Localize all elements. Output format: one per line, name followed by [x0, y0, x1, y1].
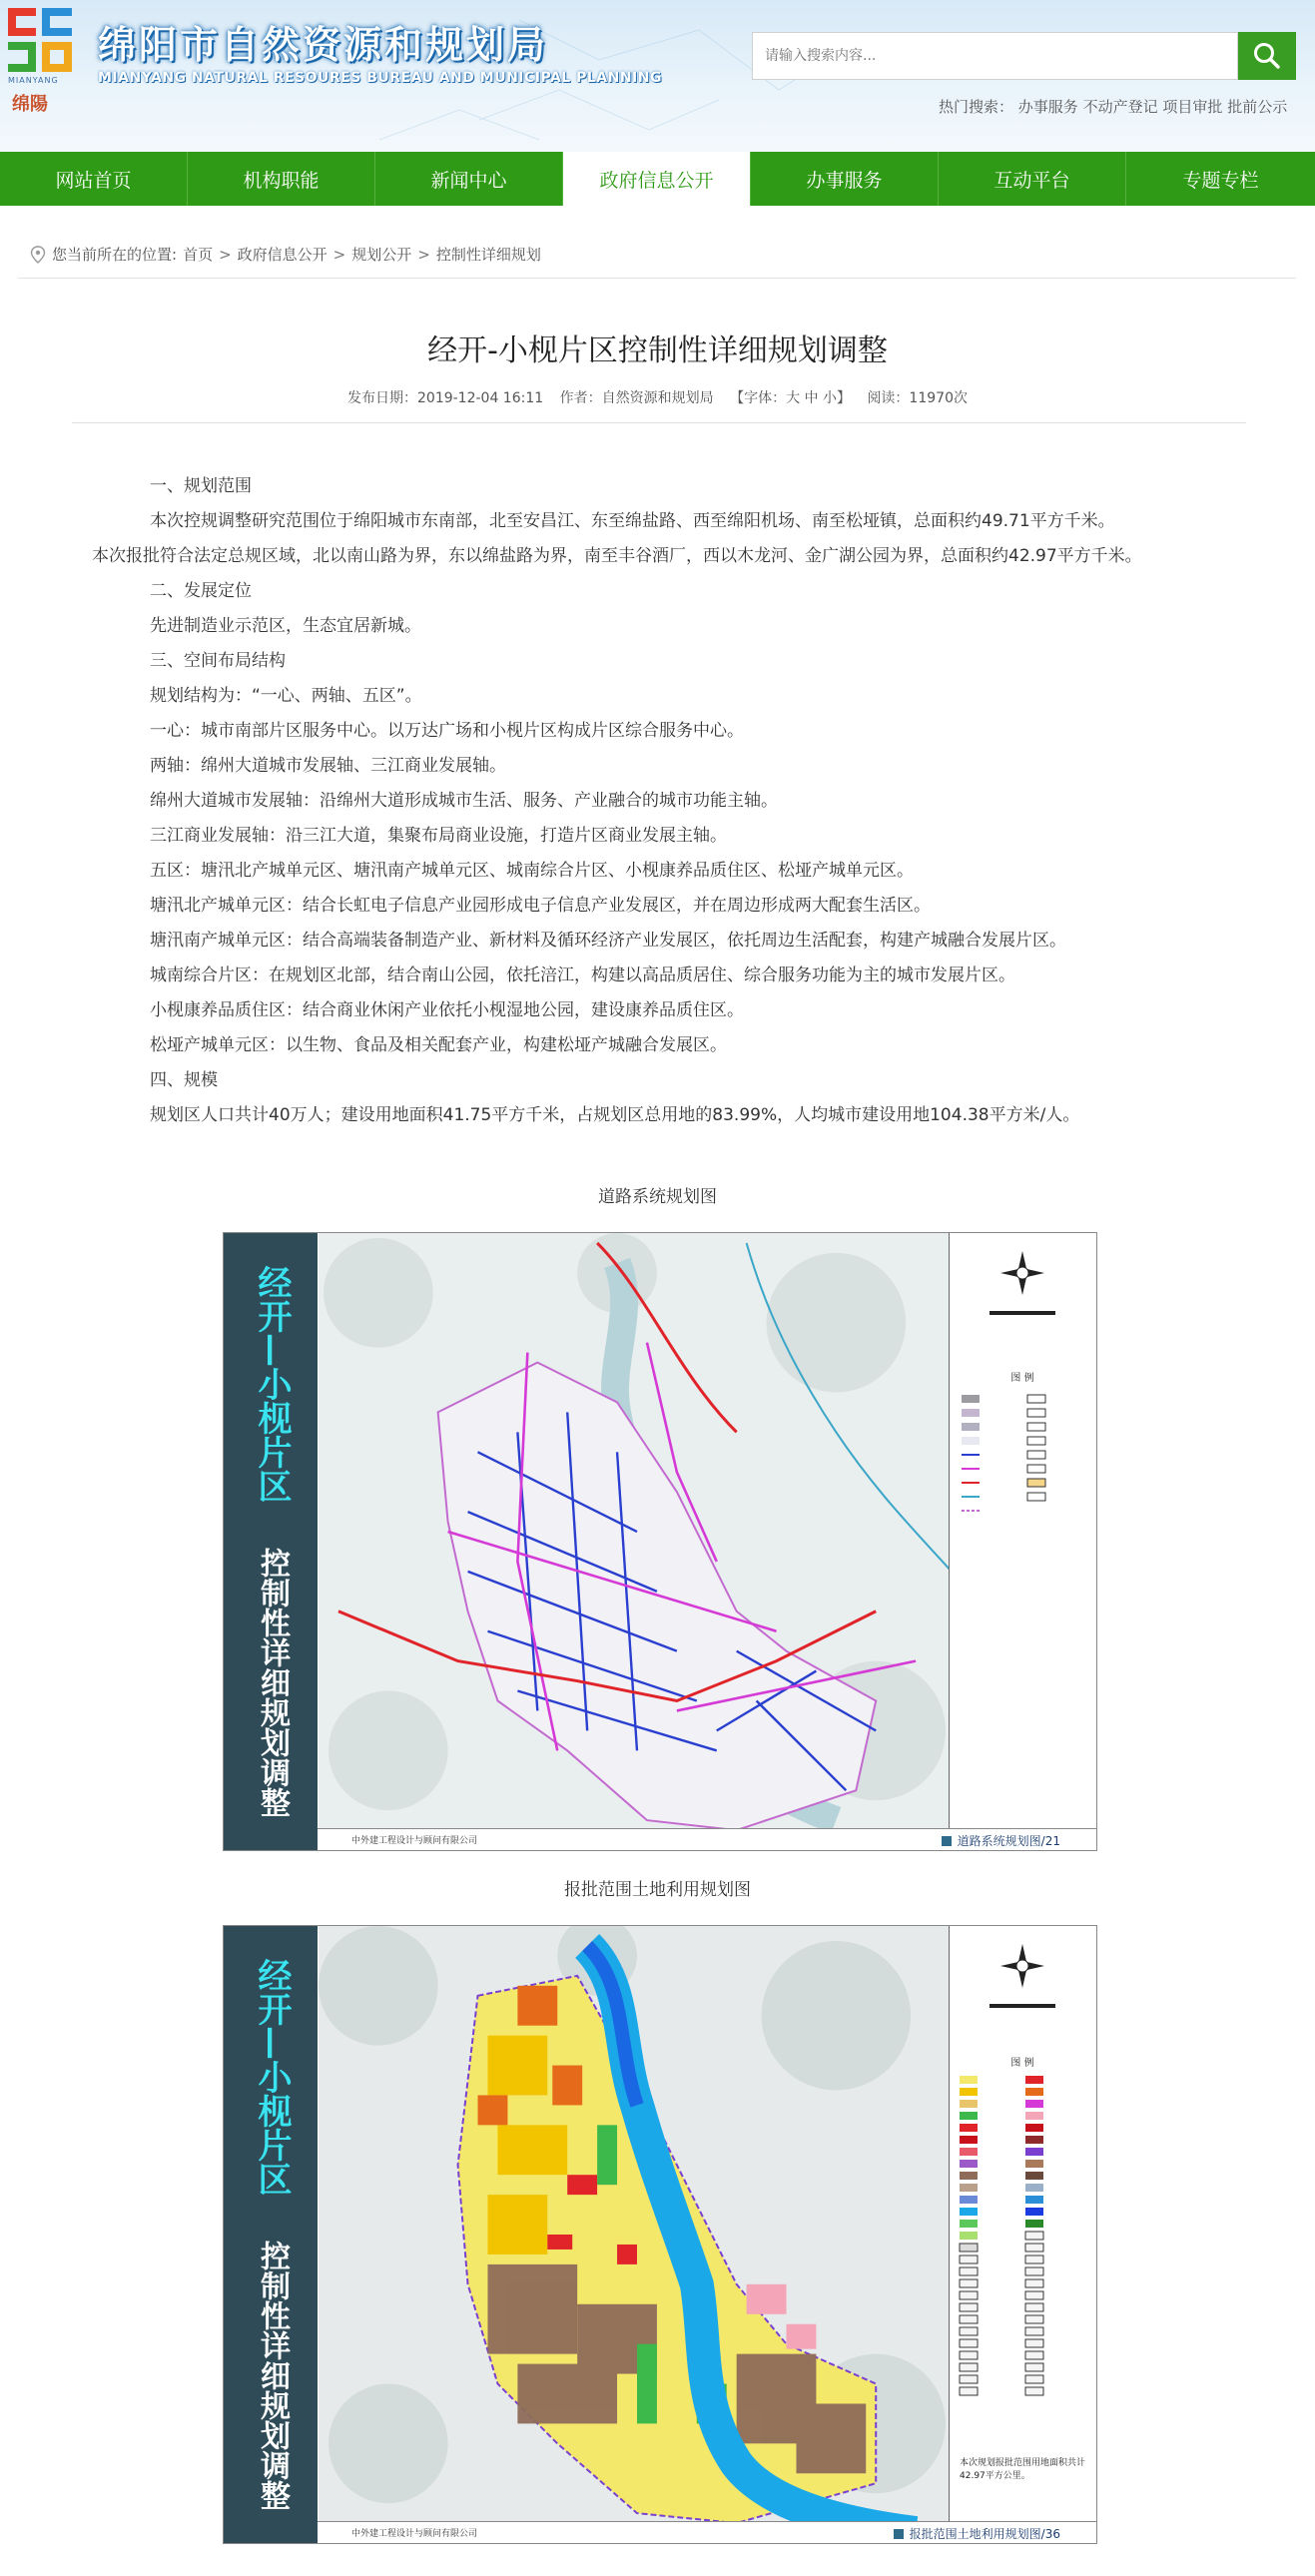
compass-icon [1000, 1251, 1044, 1295]
map-legend [949, 1926, 1096, 2543]
map-org: 中外建工程设计与顾问有限公司 [351, 1836, 478, 1846]
map-footer [318, 1828, 1096, 1850]
map-side-banner [224, 1926, 318, 2543]
nav-topics[interactable]: 专题专栏 [1182, 169, 1259, 192]
article-body [92, 469, 1230, 1133]
nav-interaction[interactable]: 互动平台 [939, 152, 1126, 206]
publish-date: 发布日期：2019-12-04 16:11 [347, 390, 544, 406]
breadcrumb [30, 244, 541, 265]
land-use-canvas [318, 1926, 953, 2543]
paragraph: 五区：塘汛北产城单元区、塘汛南产城单元区、城南综合片区、小枧康养品质住区、松垭产城单元区。 [150, 861, 914, 881]
paragraph-text: 本次报批符合法定总规区域，北以南山路为界，东以绵盐路为界，南至丰谷酒厂，西以木龙河、金广湖公园为界，总面积约42.97平方千米。 [92, 546, 1142, 566]
map-org: 中外建工程设计与顾问有限公司 [351, 2529, 478, 2539]
paragraph: 规划结构为：“一心、两轴、五区”。 [150, 686, 422, 706]
breadcrumb-gov-info[interactable]: 政府信息公开 [237, 246, 328, 264]
map-side-banner [224, 1233, 318, 1850]
site-header [0, 0, 1315, 152]
search-icon [1252, 41, 1282, 71]
search-box [752, 32, 1238, 80]
logo-icon [6, 6, 76, 76]
map-sheet-label: 道路系统规划图/21 [942, 1832, 1060, 1849]
article-author: 作者：自然资源和规划局 [559, 390, 714, 406]
hot-link-approval[interactable]: 项目审批 [1162, 98, 1223, 116]
paragraph: 绵州大道城市发展轴：沿绵州大道形成城市生活、服务、产业融合的城市功能主轴。 [150, 791, 778, 811]
article-title: 经开-小枧片区控制性详细规划调整 [427, 333, 888, 368]
map-footer [318, 2521, 1096, 2543]
nav-services[interactable]: 办事服务 [751, 152, 939, 206]
hot-link-property[interactable]: 不动产登记 [1082, 98, 1158, 116]
map-sheet-label: 报批范围土地利用规划图/36 [894, 2525, 1060, 2542]
legend-canvas [950, 1233, 1095, 1830]
map-side-title: 经开—小枧片区 [252, 1265, 292, 1503]
breadcrumb-current[interactable]: 控制性详细规划 [435, 246, 541, 264]
paragraph: 三江商业发展轴：沿三江大道，集聚布局商业设施，打造片区商业发展主轴。 [150, 826, 727, 846]
map-side-title: 经开—小枧片区 [252, 1958, 292, 2196]
paragraph: 先进制造业示范区，生态宜居新城。 [150, 616, 421, 636]
logo-english: MIANYANG [8, 76, 59, 85]
font-size-switch[interactable]: 【字体：大 中 小】 [730, 390, 851, 406]
map-caption-landuse: 报批范围土地利用规划图 [564, 1880, 751, 1900]
breadcrumb-separator: > [417, 245, 430, 264]
article-meta [0, 387, 1315, 407]
map-legend [949, 1233, 1096, 1850]
paragraph: 小枧康养品质住区：结合商业休闲产业依托小枧湿地公园，建设康养品质住区。 [150, 1000, 744, 1020]
paragraph: 松垭产城单元区：以生物、食品及相关配套产业，构建松垭产城融合发展区。 [150, 1035, 727, 1055]
land-use-map[interactable] [223, 1925, 1097, 2544]
road-map-canvas [318, 1233, 953, 1850]
nav-home[interactable]: 网站首页 [0, 152, 188, 206]
search-input[interactable] [753, 33, 1237, 79]
paragraph: 一心：城市南部片区服务中心。以万达广场和小枧片区构成片区综合服务中心。 [150, 721, 744, 741]
nav-news[interactable]: 新闻中心 [375, 152, 563, 206]
paragraph [34, 539, 1230, 574]
paragraph: 城南综合片区：在规划区北部，结合南山公园，依托涪江，构建以高品质居住、综合服务功能为主的城市发展片区。 [150, 966, 1015, 985]
section-heading: 一、规划范围 [150, 476, 252, 496]
breadcrumb-label: 您当前所在的位置: [52, 246, 178, 264]
paragraph: 规划区人口共计40万人；建设用地面积41.75平方千米，占规划区总用地的83.99%，人均城市建设用地104.38平方米/人。 [150, 1105, 1080, 1125]
paragraph: 两轴：绵州大道城市发展轴、三江商业发展轴。 [150, 756, 506, 776]
compass-icon [1000, 1944, 1044, 1988]
site-title: 绵阳市自然资源和规划局 [98, 22, 549, 67]
section-heading: 二、发展定位 [150, 581, 252, 601]
read-count: 阅读：11970次 [867, 390, 968, 406]
paragraph: 塘汛北产城单元区：结合长虹电子信息产业园形成电子信息产业发展区，并在周边形成两大配套生活区。 [150, 896, 931, 916]
map-side-subtitle: 控制性详细规划调整 [255, 1548, 290, 1817]
hot-search [939, 96, 1287, 117]
section-heading: 三、空间布局结构 [150, 651, 286, 671]
hot-link-publicity[interactable]: 批前公示 [1227, 98, 1288, 116]
site-subtitle: MIANYANG NATURAL RESOURES BUREAU AND MUNICIPAL PLANNING [98, 70, 662, 86]
road-plan-map[interactable] [223, 1232, 1097, 1851]
meta-divider [72, 422, 1246, 423]
location-pin-icon [30, 246, 46, 264]
logo-chinese: 绵陽 [12, 94, 48, 115]
paragraph: 本次控规调整研究范围位于绵阳城市东南部，北至安昌江、东至绵盐路、西至绵阳机场、南至松垭镇，总面积约49.71平方千米。 [150, 511, 1115, 531]
legend-note: 本次规划报批范围用地面积共计42.97平方公里。 [960, 2458, 1086, 2481]
main-nav [0, 152, 1315, 206]
breadcrumb-divider [18, 278, 1296, 279]
breadcrumb-planning[interactable]: 规划公开 [351, 246, 412, 264]
breadcrumb-separator: > [332, 245, 346, 264]
map-side-subtitle: 控制性详细规划调整 [255, 2241, 290, 2510]
paragraph: 塘汛南产城单元区：结合高端装备制造产业、新材料及循环经济产业发展区，依托周边生活配套，构建产城融合发展片区。 [150, 931, 1066, 951]
map-caption-road: 道路系统规划图 [598, 1187, 717, 1207]
search-button[interactable] [1238, 32, 1296, 80]
nav-functions[interactable]: 机构职能 [188, 152, 375, 206]
nav-gov-info[interactable]: 政府信息公开 [563, 152, 751, 206]
legend-canvas [950, 1926, 1095, 2485]
svg-text:图 例: 图 例 [1010, 2058, 1034, 2069]
hot-link-services[interactable]: 办事服务 [1017, 98, 1078, 116]
section-heading: 四、规模 [150, 1070, 218, 1090]
svg-text:图 例: 图 例 [1010, 1373, 1034, 1384]
site-logo[interactable] [6, 6, 76, 115]
breadcrumb-home[interactable]: 首页 [183, 246, 214, 264]
hot-search-label: 热门搜索： [939, 98, 1014, 116]
breadcrumb-separator: > [219, 245, 232, 264]
